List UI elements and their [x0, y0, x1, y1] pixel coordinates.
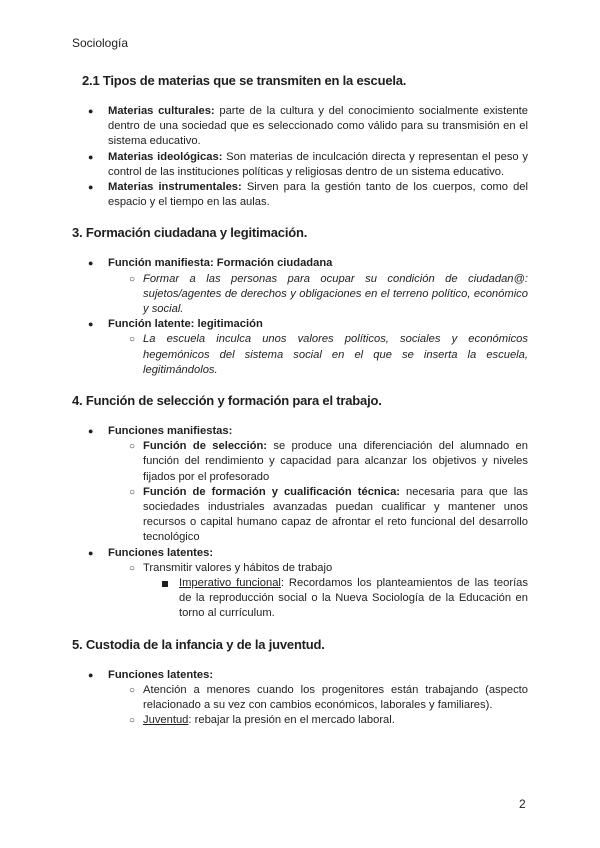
- bullet-icon: ●: [88, 151, 94, 162]
- bullet-icon: ●: [88, 258, 94, 269]
- list-item: ○ Formar a las personas para ocupar su condición de ciudadan@: sujetos/agentes de derechos y obligaciones en el terreno político, económico y social.: [129, 272, 528, 316]
- circle-bullet-icon: ○: [129, 273, 136, 285]
- list-item: ● Función latente: legitimación ○ La escuela inculca unos valores políticos, sociales y económicos hegemónicos del sistema social en el que se inserta la escuela, legitimándolos.: [72, 317, 528, 378]
- section-3-title: 3. Formación ciudadana y legitimación.: [72, 225, 308, 241]
- bullet-icon: ●: [88, 106, 94, 116]
- list-item: ● Materias ideológicas: Son materias de inculcación directa y representan el peso y control de las instituciones políticas y religiosas dentro de un sistema educativo.: [88, 150, 528, 178]
- circle-bullet-icon: ○: [129, 486, 136, 498]
- page-number: 2: [519, 797, 526, 811]
- list-item: ● Materias culturales: parte de la cultura y del conocimiento socialmente existente dentro de una sociedad que es seleccionado como válido para su transmisión en el sistema educativo.: [88, 105, 528, 148]
- bullet-icon: ●: [88, 426, 94, 437]
- list-item: ○ La escuela inculca unos valores políticos, sociales y económicos hegemónicos del sistema social en el que se inserta la escuela, legitimándolos.: [129, 333, 528, 376]
- materias-list: [72, 104, 528, 210]
- page-header: Sociología: [72, 36, 129, 50]
- bullet-icon: ●: [88, 182, 94, 193]
- circle-bullet-icon: ○: [129, 684, 136, 696]
- list-item: ○ Transmitir valores y hábitos de trabajo Imperativo funcional: Recordamos los planteamientos de las teorías de la reproducción social o la Nueva Sociología de la Educación en torno al currículum.: [108, 561, 528, 622]
- section-4-list: [72, 424, 528, 622]
- list-item: ○ Función de selección: se produce una diferenciación del alumnado en función del rendimiento y capacidad para alcanzar los objetivos y niveles fijados por el profesorado: [129, 440, 528, 483]
- section-4-title: 4. Función de selección y formación para el trabajo.: [72, 393, 382, 409]
- list-item: ● Funciones latentes: ○ Atención a menores cuando los progenitores están trabajando (aspecto relacionado a su vez con cambios económicos, laborales y familiares). ○ Juventud: rebajar la presión en el mercado laboral.: [72, 668, 528, 729]
- list-item: ● Función manifiesta: Formación ciudadana ○ Formar a las personas para ocupar su condición de ciudadan@: sujetos/agentes de derechos y obligaciones en el terreno político, económico y social.: [72, 256, 528, 317]
- section-2-1-title: 2.1 Tipos de materias que se transmiten en la escuela.: [82, 73, 407, 88]
- list-item: ● Funciones manifiestas: ○ Función de selección: se produce una diferenciación del alumnado en función del rendimiento y capacidad para alcanzar los objetivos y niveles fijados por el profesorado ○ Función de formación y cualificación técnica: necesaria para que las sociedades industriales avanzadas puedan cualificar y mantener unos recursos o capital humano capaz de afrontar el reto funcional del desarrollo tecnológico: [72, 424, 528, 546]
- section-5-list: [72, 668, 528, 729]
- circle-bullet-icon: ○: [129, 441, 136, 453]
- list-item: Imperativo funcional: Recordamos los planteamientos de las teorías de la reproducción social o la Nueva Sociología de la Educación en torno al currículum.: [143, 576, 528, 622]
- list-item: ○ Función de formación y cualificación técnica: necesaria para que las sociedades industriales avanzadas puedan cualificar y mantener unos recursos o capital humano capaz de afrontar el reto funcional del desarrollo tecnológico: [129, 485, 528, 544]
- list-item: ● Funciones latentes: ○ Transmitir valores y hábitos de trabajo Imperativo funcional: Recordamos los planteamientos de las teorías de la reproducción social o la Nueva Sociología de la Educación en torno al currículum.: [72, 546, 528, 622]
- bullet-icon: ●: [88, 547, 94, 558]
- section-5-title: 5. Custodia de la infancia y de la juventud.: [72, 636, 325, 652]
- square-bullet-icon: [162, 581, 168, 587]
- bullet-icon: ●: [88, 319, 94, 330]
- section-3-list: [72, 256, 528, 378]
- bullet-icon: ●: [88, 669, 94, 680]
- list-item: ○ Juventud: rebajar la presión en el mercado laboral.: [108, 713, 528, 728]
- circle-bullet-icon: ○: [129, 715, 136, 727]
- list-item: ● Materias instrumentales: Sirven para la gestión tanto de los cuerpos, como del espacio y el tiempo en las aulas.: [88, 181, 529, 209]
- circle-bullet-icon: ○: [129, 562, 136, 574]
- document-body: [72, 70, 528, 729]
- circle-bullet-icon: ○: [129, 334, 136, 346]
- list-item: ○ Atención a menores cuando los progenitores están trabajando (aspecto relacionado a su vez con cambios económicos, laborales y familiares).: [129, 683, 528, 712]
